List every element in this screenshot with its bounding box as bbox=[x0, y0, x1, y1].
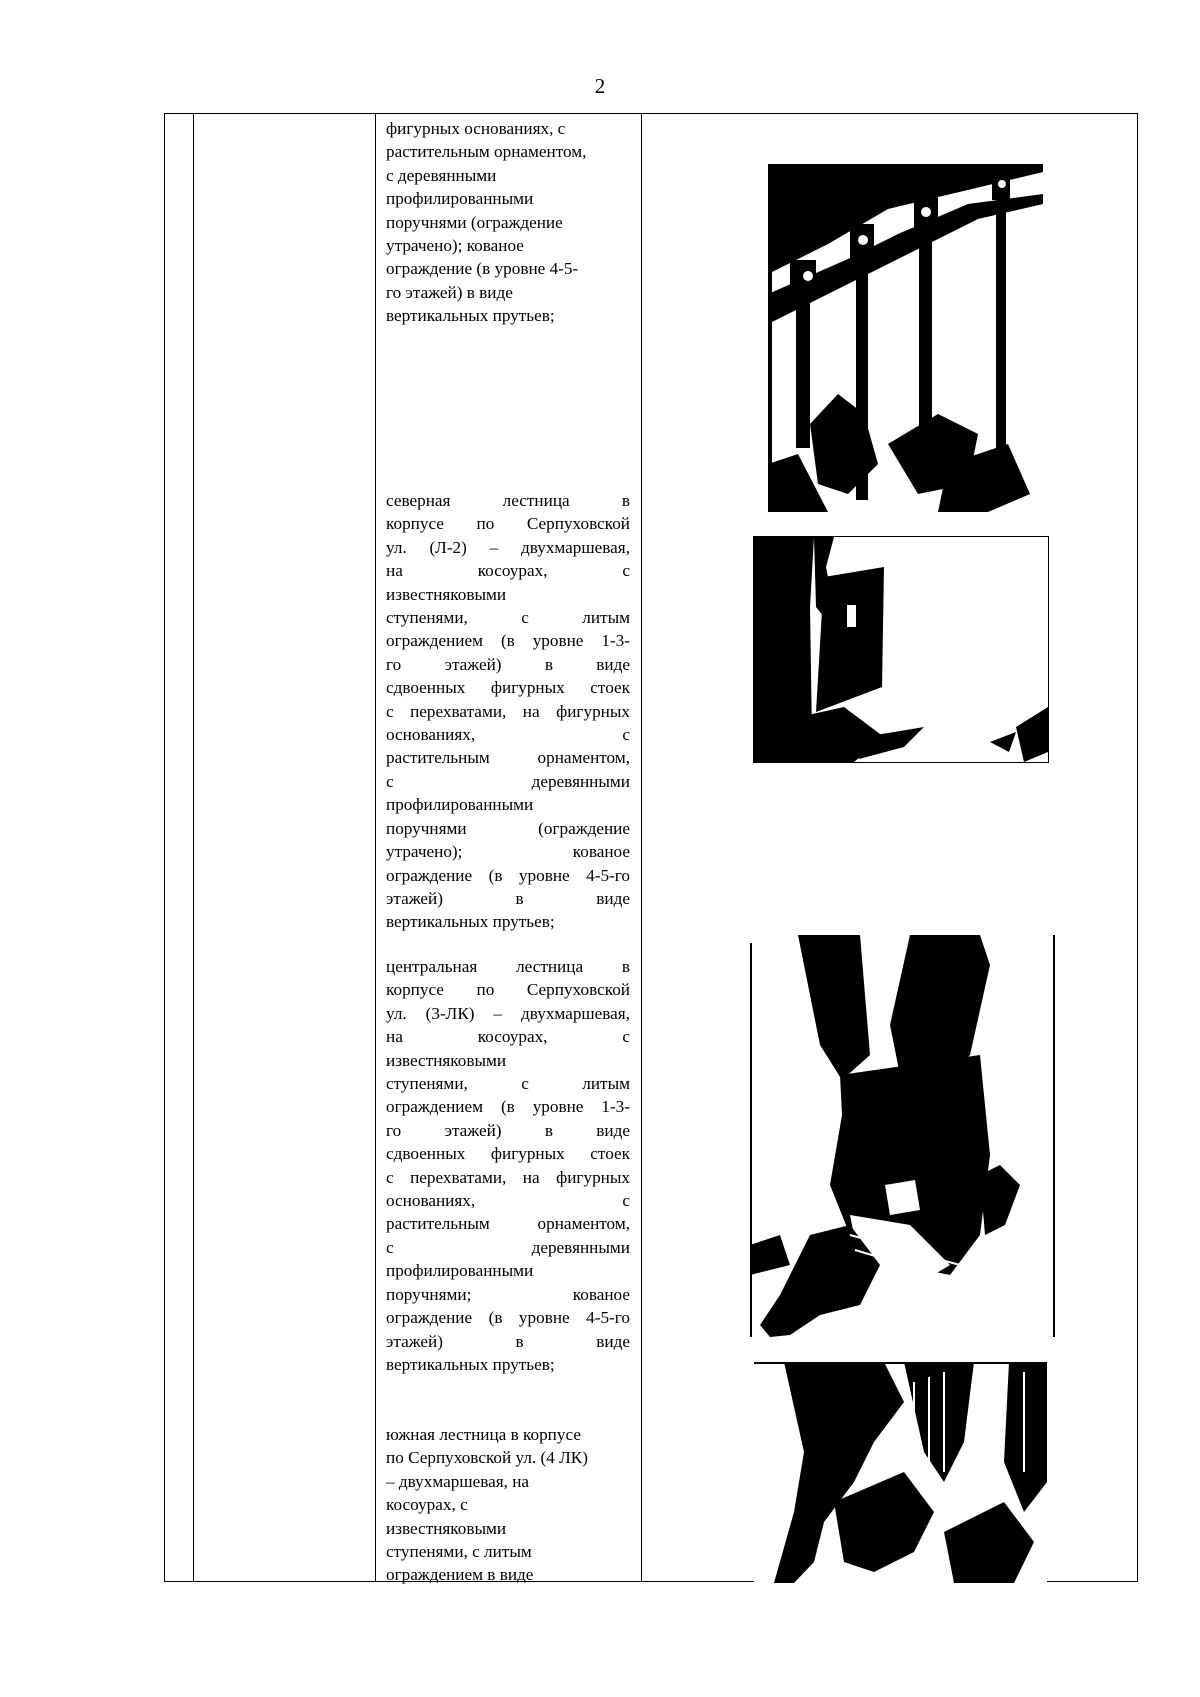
stair-shaft-photo bbox=[750, 935, 1055, 1337]
text-line: ул. (Л-2) – двухмаршевая, bbox=[386, 537, 630, 557]
entry-1-text bbox=[386, 117, 630, 328]
entry-3-text bbox=[386, 955, 630, 1376]
text-line: го этажей) в виде bbox=[386, 1120, 630, 1140]
stair-flight-photo bbox=[754, 1362, 1047, 1583]
text-line: поручнями (ограждение bbox=[386, 212, 563, 232]
text-line: – двухмаршевая, на bbox=[386, 1471, 530, 1491]
stair-landing-photo-svg bbox=[754, 537, 1048, 762]
text-line: фигурных основаниях, с bbox=[386, 119, 566, 138]
column-divider-2 bbox=[375, 114, 376, 1581]
text-line: корпусе по Серпуховской bbox=[386, 980, 630, 1000]
text-line: с деревянными bbox=[386, 771, 630, 791]
text-line: ограждение (в уровне 4-5- bbox=[386, 259, 579, 279]
text-line: основаниях, с bbox=[386, 1191, 630, 1211]
text-line: с деревянными bbox=[386, 165, 497, 185]
text-line: этажей) в виде bbox=[386, 888, 630, 908]
stair-landing-photo bbox=[753, 536, 1049, 763]
text-line: этажей) в виде bbox=[386, 1331, 630, 1351]
text-line: с перехватами, на фигурных bbox=[386, 701, 630, 721]
text-line: профилированными bbox=[386, 1261, 534, 1281]
text-line: северная лестница в bbox=[386, 491, 630, 510]
text-line: профилированными bbox=[386, 189, 534, 209]
text-line: го этажей) в виде bbox=[386, 282, 513, 302]
entry-2-text bbox=[386, 489, 630, 934]
text-line: по Серпуховской ул. (4 ЛК) bbox=[386, 1448, 588, 1468]
stair-shaft-photo-svg bbox=[750, 935, 1055, 1337]
text-line: поручнями; кованое bbox=[386, 1284, 630, 1304]
text-line: вертикальных прутьев; bbox=[386, 306, 555, 326]
page-number: 2 bbox=[594, 74, 606, 98]
text-line: с перехватами, на фигурных bbox=[386, 1167, 630, 1187]
text-line: профилированными bbox=[386, 795, 534, 815]
text-line: ступенями, с литым bbox=[386, 608, 630, 628]
text-line: известняковыми bbox=[386, 1050, 507, 1070]
text-line: сдвоенных фигурных стоек bbox=[386, 1144, 630, 1164]
text-line: вертикальных прутьев; bbox=[386, 1354, 555, 1374]
text-line: вертикальных прутьев; bbox=[386, 912, 555, 932]
railing-balusters-photo bbox=[768, 164, 1043, 512]
text-line: известняковыми bbox=[386, 584, 507, 604]
text-line: поручнями (ограждение bbox=[386, 818, 630, 838]
text-line: косоурах, с bbox=[386, 1495, 468, 1515]
column-divider-3 bbox=[641, 114, 642, 1581]
entry-4-text bbox=[386, 1423, 630, 1587]
text-line: ограждением в виде bbox=[386, 1565, 534, 1585]
text-line: ул. (3-ЛК) – двухмаршевая, bbox=[386, 1003, 630, 1023]
text-line: корпусе по Серпуховской bbox=[386, 514, 630, 534]
text-line: утрачено); кованое bbox=[386, 236, 524, 256]
text-line: ограждением (в уровне 1-3- bbox=[386, 631, 630, 651]
text-line: основаниях, с bbox=[386, 725, 630, 745]
text-line: с деревянными bbox=[386, 1237, 630, 1257]
text-line: растительным орнаментом, bbox=[386, 142, 587, 162]
text-line: ограждение (в уровне 4-5-го bbox=[386, 1308, 630, 1328]
text-line: центральная лестница в bbox=[386, 957, 630, 976]
text-line: ступенями, с литым bbox=[386, 1074, 630, 1094]
text-line: го этажей) в виде bbox=[386, 654, 630, 674]
text-line: ступенями, с литым bbox=[386, 1542, 532, 1562]
text-line: ограждение (в уровне 4-5-го bbox=[386, 865, 630, 885]
text-line: сдвоенных фигурных стоек bbox=[386, 678, 630, 698]
text-line: южная лестница в корпусе bbox=[386, 1425, 581, 1444]
text-line: растительным орнаментом, bbox=[386, 748, 630, 768]
text-line: на косоурах, с bbox=[386, 561, 630, 581]
text-line: известняковыми bbox=[386, 1518, 507, 1538]
railing-balusters-photo-svg bbox=[768, 164, 1043, 512]
text-line: растительным орнаментом, bbox=[386, 1214, 630, 1234]
stair-flight-photo-svg bbox=[754, 1362, 1047, 1583]
column-divider-1 bbox=[193, 114, 194, 1581]
text-line: утрачено); кованое bbox=[386, 842, 630, 862]
text-line: на косоурах, с bbox=[386, 1027, 630, 1047]
text-line: ограждением (в уровне 1-3- bbox=[386, 1097, 630, 1117]
